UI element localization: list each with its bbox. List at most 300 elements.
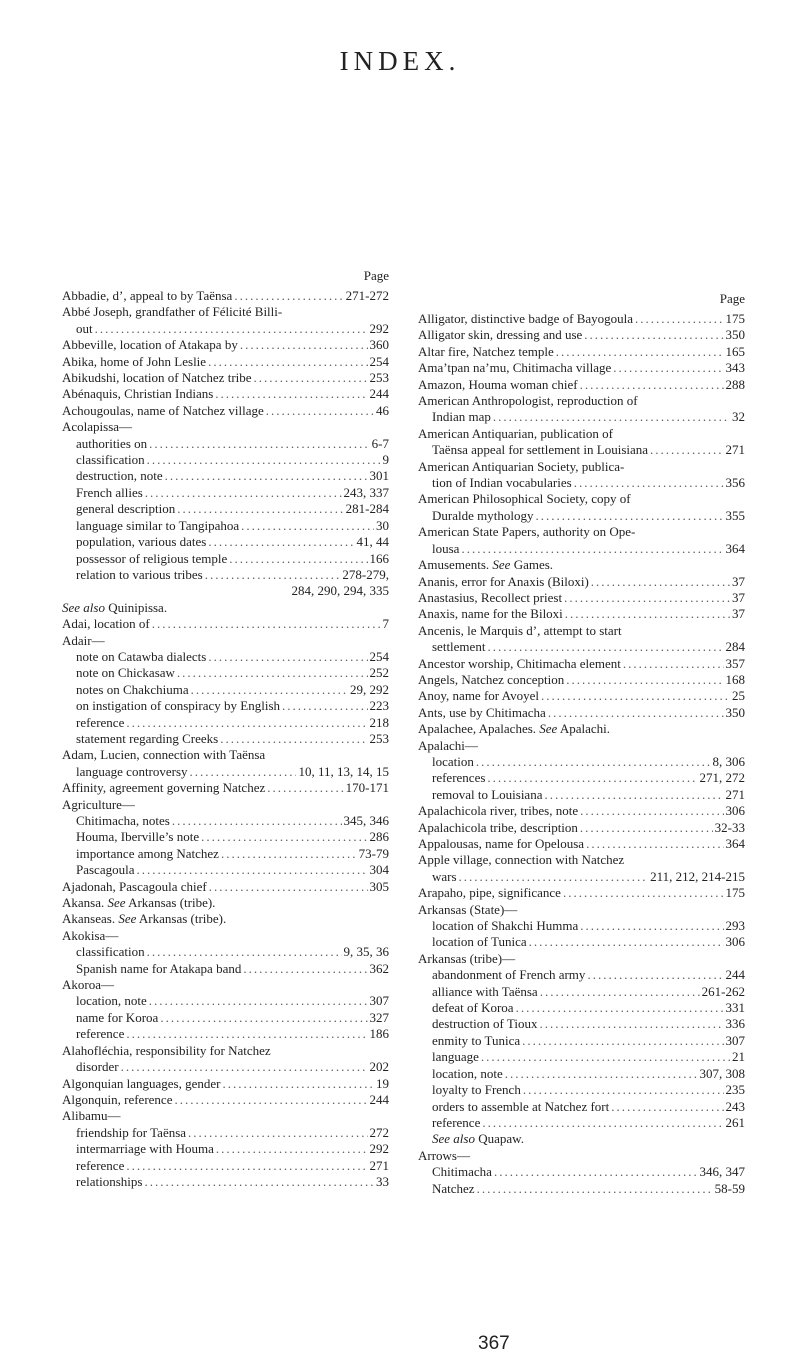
entry-heading: Anastasius <box>418 589 475 605</box>
entry-text <box>432 869 457 885</box>
index-entry <box>418 377 745 393</box>
dot-leader <box>190 764 297 780</box>
page-reference: 336 <box>725 1016 745 1032</box>
index-entry <box>418 803 745 819</box>
dot-leader <box>221 846 357 862</box>
page-reference: 7 <box>382 616 389 632</box>
subentry-text: location, note <box>432 1065 503 1081</box>
index-entry <box>62 747 389 763</box>
dot-leader <box>477 1181 713 1197</box>
entry-text <box>62 288 232 304</box>
dot-leader <box>611 1099 723 1115</box>
entry-description: , publica- <box>575 458 625 474</box>
index-entry <box>62 452 389 468</box>
entry-description: tion of Indian vocabularies <box>432 475 572 491</box>
entry-text <box>432 1066 503 1082</box>
index-entry <box>418 360 745 376</box>
entry-text <box>76 501 175 517</box>
index-entry <box>418 770 745 786</box>
dot-leader <box>147 452 381 468</box>
dot-leader <box>482 1115 723 1131</box>
entry-description: , pipe, significance <box>462 885 561 901</box>
page-reference: 32 <box>732 409 745 425</box>
entry-description: , Pascagoula chief <box>112 878 207 894</box>
page-reference: 33 <box>376 1173 389 1189</box>
dot-leader <box>241 518 374 534</box>
index-entry <box>62 895 389 911</box>
cross-reference: Games. <box>510 557 554 573</box>
dot-leader <box>208 534 354 550</box>
entry-text <box>418 803 578 819</box>
entry-text <box>432 1049 479 1065</box>
entry-text <box>76 1026 124 1042</box>
entry-text <box>76 649 206 665</box>
index-entry <box>418 656 745 672</box>
entry-heading: Adai <box>62 616 88 632</box>
page-reference: 261 <box>725 1114 745 1130</box>
index-entry <box>62 600 389 616</box>
entry-text <box>76 715 124 731</box>
entry-description: , appeal to by Taënsa <box>123 288 233 303</box>
page-reference: 305 <box>369 878 389 894</box>
dot-leader <box>541 688 730 704</box>
page-reference: 9, 35, 36 <box>343 944 389 960</box>
page-reference: 73-79 <box>358 845 389 861</box>
page-reference: 25 <box>732 688 745 704</box>
dot-leader <box>152 616 381 632</box>
dot-leader <box>240 337 368 353</box>
entry-description: , agreement governing Natchez <box>102 780 266 796</box>
dot-leader <box>172 813 342 829</box>
entry-description: , use by Chitimacha <box>442 704 546 720</box>
subentry-text: location, note <box>76 993 147 1009</box>
entry-heading: Arrows— <box>418 1147 470 1163</box>
entry-text <box>432 1033 520 1049</box>
page-reference: 292 <box>369 320 389 336</box>
index-entry <box>62 337 389 353</box>
entry-description: , location of <box>87 616 150 632</box>
index-entry <box>418 754 745 770</box>
entry-text <box>76 862 134 878</box>
entry-description: , authority on Ope- <box>536 524 636 540</box>
page-reference: 253 <box>369 730 389 746</box>
dot-leader <box>574 475 724 491</box>
index-entry <box>62 1092 389 1108</box>
entry-text <box>76 961 241 977</box>
entry-text <box>76 698 280 714</box>
entry-text <box>76 682 189 698</box>
dot-leader <box>544 787 723 803</box>
entry-text <box>76 1174 142 1190</box>
entry-text <box>76 1059 119 1075</box>
subentry-text: on instigation of conspiracy by English <box>76 698 281 714</box>
subentry-text: classification <box>76 452 145 468</box>
subentry-text: Houma, Iberville’s note <box>76 829 200 845</box>
entry-description: , reference <box>117 1091 173 1107</box>
dot-leader <box>267 780 343 796</box>
entry-text <box>76 813 170 829</box>
page-reference: 271 <box>725 786 745 802</box>
entry-description: disorder <box>76 1059 119 1075</box>
index-entry <box>418 1016 745 1032</box>
entry-description: Duralde mythology <box>432 507 534 523</box>
entry-text <box>432 967 585 983</box>
entry-text <box>418 820 578 836</box>
entry-text <box>76 1125 186 1141</box>
index-entry <box>62 977 389 993</box>
entry-text <box>418 656 621 672</box>
entry-heading: Arapaho <box>418 885 463 901</box>
dot-leader <box>201 829 367 845</box>
dot-leader <box>481 1049 730 1065</box>
entry-text <box>418 377 578 393</box>
page-reference: 278-279, <box>342 566 389 582</box>
entry-description: , reproduction of <box>550 393 638 409</box>
subentry-text: orders to assemble at Natchez fort <box>432 1098 610 1114</box>
index-entry <box>62 879 389 895</box>
page-reference: 37 <box>732 606 745 622</box>
subentry-text: population, various dates <box>76 534 207 550</box>
index-entry <box>418 442 745 458</box>
subentry-text: removal to Louisiana <box>432 786 543 802</box>
see-label: See <box>107 895 126 911</box>
entry-heading: Appalousas <box>418 836 479 851</box>
entry-heading: Ancestor worship <box>418 655 511 671</box>
subentry-text: alliance with Taënsa <box>432 983 538 999</box>
subentry-text: Natchez <box>432 1180 475 1196</box>
page-reference: 286 <box>369 829 389 845</box>
index-entries-right <box>418 311 745 1197</box>
index-entry <box>418 426 745 442</box>
index-entry <box>62 797 389 813</box>
page-reference: 19 <box>376 1075 389 1091</box>
index-entry <box>418 1033 745 1049</box>
dot-leader <box>522 1033 723 1049</box>
entry-text <box>76 829 199 845</box>
dot-leader <box>243 961 367 977</box>
index-entry <box>62 813 389 829</box>
page-reference: 253 <box>369 370 389 386</box>
entry-description: lousa <box>432 540 460 556</box>
cross-reference: Arkansas (tribe). <box>125 895 216 911</box>
entry-text <box>418 311 633 327</box>
subentry-text: references <box>432 770 486 786</box>
page-reference: 292 <box>369 1141 389 1157</box>
dot-leader <box>147 944 342 960</box>
dot-leader <box>564 590 730 606</box>
page-reference: 327 <box>369 1009 389 1025</box>
entry-text <box>432 1016 537 1032</box>
dot-leader <box>254 370 368 386</box>
entry-heading: American Antiquarian <box>418 425 534 441</box>
entry-text <box>76 993 147 1009</box>
entry-description: , tribes, note <box>513 803 579 819</box>
entry-heading: Acolapissa— <box>62 419 133 435</box>
entry-text <box>62 616 150 632</box>
entry-punctuation: . <box>101 895 108 911</box>
subentry-text: location <box>432 753 474 769</box>
subentry-text: friendship for Taënsa <box>76 1124 187 1140</box>
index-entry <box>418 1131 745 1147</box>
page-reference: 307, 308 <box>699 1065 745 1081</box>
see-label: See <box>539 721 558 737</box>
entry-description: , name for Opelousa <box>478 836 585 851</box>
index-entry <box>418 1066 745 1082</box>
page-reference: 175 <box>725 311 745 326</box>
page-reference: 244 <box>369 386 389 402</box>
page-reference: 170-171 <box>345 780 389 796</box>
page-number: 367 <box>478 1333 510 1354</box>
entry-text <box>432 1181 475 1197</box>
entry-heading: Ajadonah <box>62 878 113 894</box>
page-reference: 350 <box>725 327 745 343</box>
index-entry <box>62 288 389 304</box>
entry-heading: Abbadie, d’ <box>62 288 124 303</box>
entry-text <box>432 409 491 425</box>
dot-leader <box>539 1016 723 1032</box>
entry-text <box>62 337 238 353</box>
entry-description: , Chitimacha element <box>510 655 621 671</box>
entry-description: , Natchez temple <box>466 343 554 359</box>
dot-leader <box>587 967 723 983</box>
entry-text <box>432 1000 514 1016</box>
dot-leader <box>505 1066 698 1082</box>
dot-leader <box>613 360 723 376</box>
index-entry <box>62 1174 389 1190</box>
entry-text <box>432 918 578 934</box>
entry-heading: Ants <box>418 704 443 720</box>
page-reference: 331 <box>725 1000 745 1016</box>
index-entries-left <box>62 288 389 1190</box>
index-entry <box>418 1148 745 1164</box>
entry-text <box>418 360 611 376</box>
entry-text <box>62 386 213 402</box>
entry-description: out <box>76 320 93 336</box>
entry-description: , name for the Biloxi <box>454 606 563 622</box>
dot-leader <box>205 567 341 583</box>
page-reference: 356 <box>725 475 745 491</box>
subentry-text: French allies <box>76 484 143 500</box>
see-also-label: See also <box>432 1131 475 1147</box>
dot-leader <box>208 354 367 370</box>
index-entry <box>62 633 389 649</box>
page-reference: 165 <box>725 343 745 359</box>
dot-leader <box>493 409 730 425</box>
index-entry <box>418 672 745 688</box>
entry-description: , grandfather of Félicité Billi- <box>128 304 283 320</box>
index-entry <box>62 1010 389 1026</box>
page-reference: 29, 292 <box>350 681 389 697</box>
entry-text <box>432 984 538 1000</box>
entry-text <box>418 574 589 590</box>
page-reference: 343 <box>725 360 745 376</box>
index-entry <box>418 639 745 655</box>
index-entry <box>62 846 389 862</box>
page-reference: 243 <box>725 1098 745 1114</box>
dot-leader <box>223 1076 375 1092</box>
dot-leader <box>229 551 367 567</box>
entry-description: , copy of <box>584 491 631 507</box>
index-entry <box>62 419 389 435</box>
index-entry <box>418 1082 745 1098</box>
subentry-text: Chitimacha, notes <box>76 813 170 828</box>
entry-heading: Agriculture— <box>62 796 135 812</box>
dot-leader <box>529 934 724 950</box>
page-reference: 9 <box>382 452 389 468</box>
index-entry <box>62 928 389 944</box>
index-entry <box>62 731 389 747</box>
entry-heading: Adam, Lucien <box>62 747 137 763</box>
index-entry <box>418 574 745 590</box>
subentry-text: notes on Chakchiuma <box>76 681 189 697</box>
entry-description: , Natchez conception <box>454 671 565 687</box>
entry-description: , Recollect priest <box>474 589 563 605</box>
index-entry <box>418 508 745 524</box>
page-reference: 244 <box>369 1091 389 1107</box>
entry-text <box>432 508 533 524</box>
index-column-left <box>62 268 389 1190</box>
dot-leader <box>566 672 723 688</box>
entry-text <box>62 403 264 419</box>
index-entry <box>418 311 745 327</box>
subentry-text: name for Koroa <box>76 1009 159 1025</box>
index-entry <box>418 393 745 409</box>
entry-punctuation: . <box>532 721 540 737</box>
entry-text <box>418 590 562 606</box>
entry-text <box>76 452 145 468</box>
page-reference: 301 <box>369 468 389 484</box>
index-entry <box>62 551 389 567</box>
entry-description: , responsibility for Natchez <box>129 1042 271 1058</box>
index-entry <box>62 304 389 320</box>
page-reference: 284, 290, 294, 335 <box>291 583 389 599</box>
entry-text <box>76 485 143 501</box>
dot-leader <box>487 770 697 786</box>
page-reference: 168 <box>725 671 745 687</box>
index-entry <box>62 1141 389 1157</box>
index-entry <box>62 715 389 731</box>
entry-text <box>62 1076 221 1092</box>
subentry-text: statement regarding Creeks <box>76 730 219 746</box>
index-entry <box>418 524 745 540</box>
entry-heading: Achougoulas <box>62 402 131 418</box>
index-entry <box>418 836 745 852</box>
entry-heading: Akokisa— <box>62 927 119 943</box>
subentry-text: enmity to Tunica <box>432 1032 521 1048</box>
dot-leader <box>635 311 723 327</box>
dot-leader <box>623 656 724 672</box>
index-entry <box>418 1049 745 1065</box>
dot-leader <box>591 574 730 590</box>
index-entry <box>418 869 745 885</box>
index-column-right <box>418 291 745 1197</box>
entry-description: , publication of <box>533 425 613 441</box>
page-reference: 37 <box>732 573 745 589</box>
index-entry <box>418 327 745 343</box>
index-entry <box>62 354 389 370</box>
entry-heading: Akansa <box>62 895 101 911</box>
index-entry <box>62 518 389 534</box>
page-reference: 175 <box>725 885 745 901</box>
dot-leader <box>220 731 367 747</box>
page-reference: 166 <box>369 550 389 566</box>
dot-leader <box>282 698 367 714</box>
entry-heading: Alligator skin <box>418 327 490 343</box>
entry-text <box>432 770 485 786</box>
index-entry <box>418 557 745 573</box>
entry-description: , gender <box>178 1075 221 1091</box>
dot-leader <box>136 862 367 878</box>
entry-text <box>432 787 542 803</box>
index-entry <box>62 649 389 665</box>
cross-reference: Apalachi. <box>557 721 611 737</box>
entry-text <box>418 836 584 852</box>
entry-text <box>432 442 648 458</box>
dot-leader <box>191 682 348 698</box>
see-label: See <box>492 557 511 573</box>
subentry-text: possessor of religious temple <box>76 550 228 566</box>
page-title: INDEX. <box>339 46 461 76</box>
dot-leader <box>215 386 367 402</box>
index-entry <box>418 688 745 704</box>
index-entry <box>418 409 745 425</box>
entry-text <box>432 1099 609 1115</box>
entry-heading: Algonquin <box>62 1091 118 1107</box>
subentry-text: language similar to Tangipahoa <box>76 517 240 533</box>
dot-leader <box>165 468 368 484</box>
entry-description: language controversy <box>76 763 188 779</box>
index-entry <box>62 386 389 402</box>
entry-text <box>432 754 474 770</box>
entry-text <box>432 541 459 557</box>
index-entry <box>418 1099 745 1115</box>
entry-description: , dressing and use <box>489 327 583 343</box>
entry-description: , Houma woman chief <box>462 376 578 392</box>
index-entry <box>62 468 389 484</box>
entry-heading: Alibamu— <box>62 1108 121 1124</box>
entry-heading: Angels <box>418 671 455 687</box>
dot-leader <box>548 705 724 721</box>
entry-text <box>76 665 175 681</box>
index-entry <box>62 583 389 599</box>
index-entry <box>418 623 745 639</box>
page-reference: 37 <box>732 589 745 605</box>
entry-description: , home of John Leslie <box>93 353 207 369</box>
entry-text <box>432 1115 480 1131</box>
entry-heading: Apalachicola tribe <box>418 819 514 835</box>
page-reference: 252 <box>369 665 389 681</box>
entry-heading: Arkansas (State)— <box>418 901 518 917</box>
entry-heading: Altar fire <box>418 343 467 359</box>
entry-text <box>76 1158 124 1174</box>
page-reference: 6-7 <box>371 435 389 451</box>
entry-text <box>418 327 582 343</box>
subentry-text: destruction, note <box>76 468 163 484</box>
index-entry <box>418 475 745 491</box>
entry-description: , Christian Indians <box>117 386 214 402</box>
entry-heading: Amusements <box>418 557 486 573</box>
dot-leader <box>556 344 724 360</box>
index-entry <box>62 1026 389 1042</box>
entry-description: Indian map <box>432 409 491 425</box>
page-reference: 355 <box>725 507 745 523</box>
index-entry <box>62 370 389 386</box>
index-entry <box>418 1115 745 1131</box>
index-entry <box>418 491 745 507</box>
index-entry <box>418 885 745 901</box>
see-also-label: See also <box>62 599 105 615</box>
page-reference: 364 <box>725 540 745 556</box>
